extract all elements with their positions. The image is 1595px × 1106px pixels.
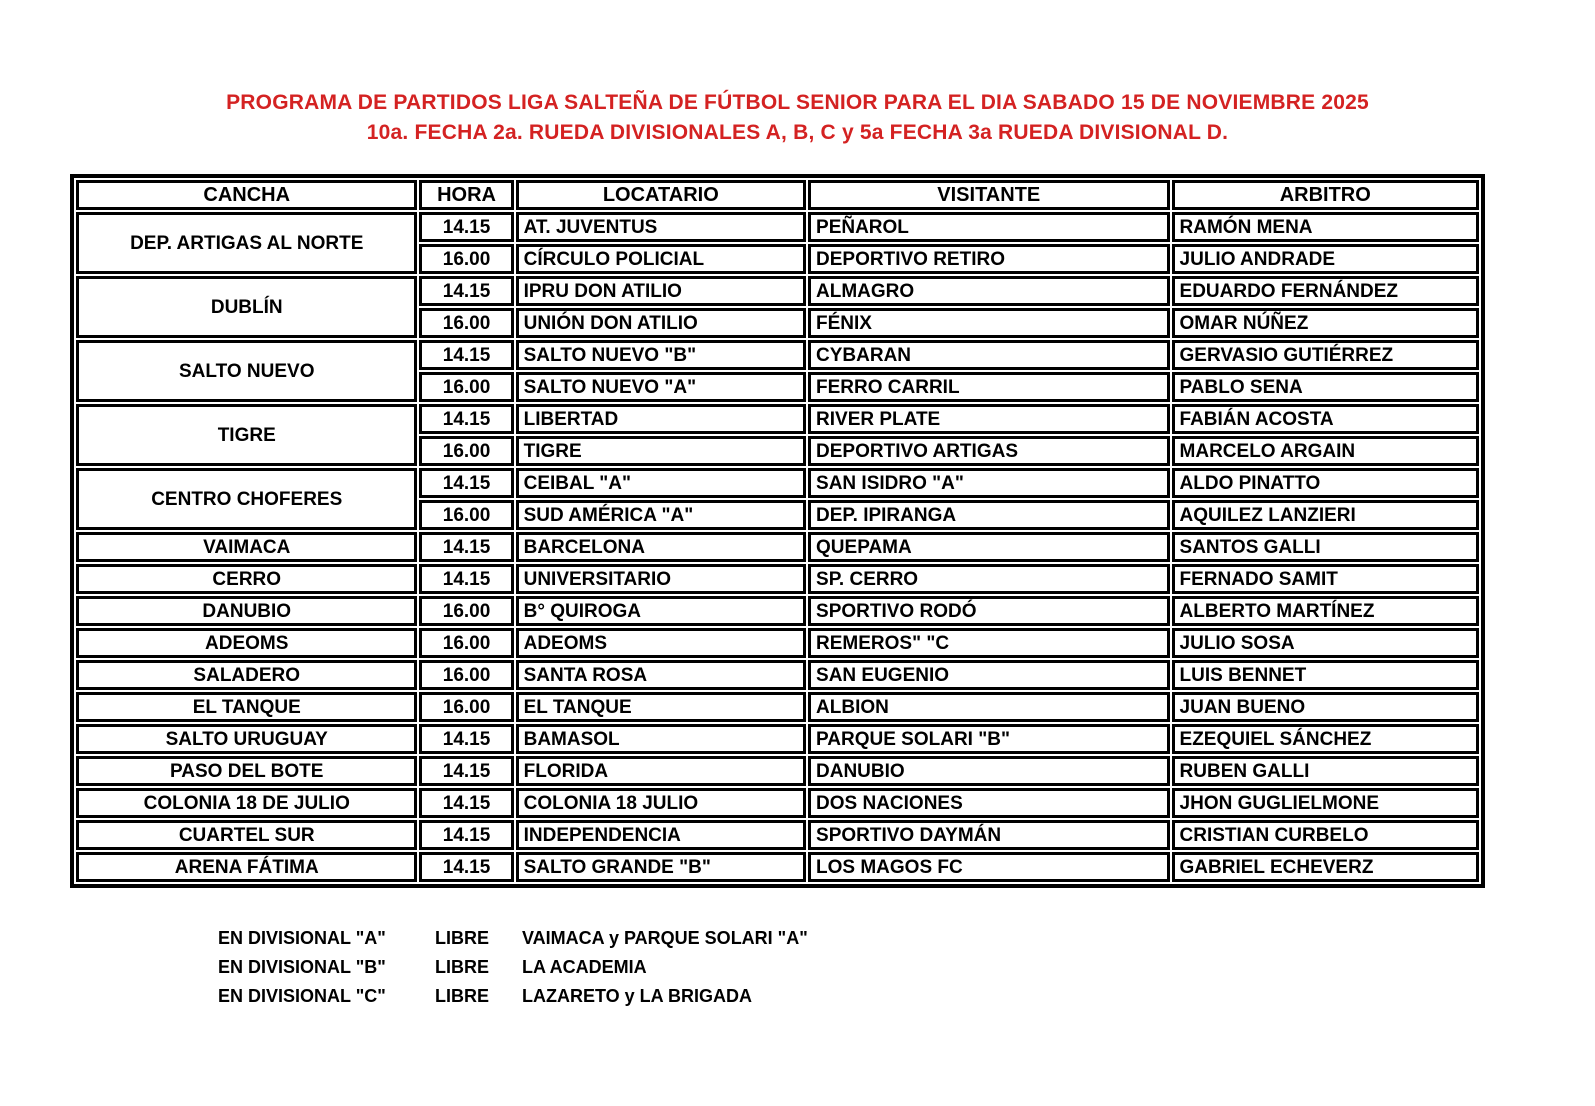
match-row <box>76 340 1479 370</box>
locatario-cell: SALTO NUEVO "B" <box>516 340 806 370</box>
visitante-cell: LOS MAGOS FC <box>808 852 1170 882</box>
note-libre: LIBRE <box>435 928 489 948</box>
cancha-cell: TIGRE <box>76 404 417 466</box>
match-row <box>76 660 1479 690</box>
visitante-cell: SP. CERRO <box>808 564 1170 594</box>
hora-cell: 14.15 <box>419 724 513 754</box>
visitante-cell: SAN ISIDRO "A" <box>808 468 1170 498</box>
header-visitante: VISITANTE <box>808 180 1170 210</box>
arbitro-cell: EZEQUIEL SÁNCHEZ <box>1172 724 1479 754</box>
cancha-cell: COLONIA 18 DE JULIO <box>76 788 417 818</box>
match-row <box>76 468 1479 498</box>
arbitro-cell: ALDO PINATTO <box>1172 468 1479 498</box>
arbitro-cell: OMAR NÚÑEZ <box>1172 308 1479 338</box>
arbitro-cell: SANTOS GALLI <box>1172 532 1479 562</box>
arbitro-cell: AQUILEZ LANZIERI <box>1172 500 1479 530</box>
hora-cell: 14.15 <box>419 276 513 306</box>
visitante-cell: SPORTIVO DAYMÁN <box>808 820 1170 850</box>
libre-note-row <box>218 953 1595 982</box>
visitante-cell: QUEPAMA <box>808 532 1170 562</box>
locatario-cell: TIGRE <box>516 436 806 466</box>
cancha-cell: CENTRO CHOFERES <box>76 468 417 530</box>
note-equipos: LAZARETO y LA BRIGADA <box>522 986 753 1006</box>
title-line-1: PROGRAMA DE PARTIDOS LIGA SALTEÑA DE FÚTBOL SENIOR PARA EL DIA SABADO 15 DE NOVIEMBRE 2025 <box>226 91 1369 114</box>
note-divisional: EN DIVISIONAL "C" <box>218 986 386 1006</box>
arbitro-cell: JUAN BUENO <box>1172 692 1479 722</box>
locatario-cell: IPRU DON ATILIO <box>516 276 806 306</box>
locatario-cell: BAMASOL <box>516 724 806 754</box>
cancha-cell: EL TANQUE <box>76 692 417 722</box>
hora-cell: 16.00 <box>419 692 513 722</box>
hora-cell: 16.00 <box>419 500 513 530</box>
cancha-cell: VAIMACA <box>76 532 417 562</box>
cancha-cell: DANUBIO <box>76 596 417 626</box>
match-row <box>76 212 1479 242</box>
match-row <box>76 596 1479 626</box>
arbitro-cell: EDUARDO FERNÁNDEZ <box>1172 276 1479 306</box>
note-libre: LIBRE <box>435 957 489 977</box>
arbitro-cell: MARCELO ARGAIN <box>1172 436 1479 466</box>
arbitro-cell: CRISTIAN CURBELO <box>1172 820 1479 850</box>
cancha-cell: DUBLÍN <box>76 276 417 338</box>
note-divisional: EN DIVISIONAL "B" <box>218 957 386 977</box>
cancha-cell: SALTO NUEVO <box>76 340 417 402</box>
locatario-cell: UNIVERSITARIO <box>516 564 806 594</box>
hora-cell: 14.15 <box>419 756 513 786</box>
locatario-cell: EL TANQUE <box>516 692 806 722</box>
locatario-cell: SUD AMÉRICA "A" <box>516 500 806 530</box>
visitante-cell: RIVER PLATE <box>808 404 1170 434</box>
locatario-cell: AT. JUVENTUS <box>516 212 806 242</box>
hora-cell: 14.15 <box>419 212 513 242</box>
cancha-cell: CERRO <box>76 564 417 594</box>
visitante-cell: ALMAGRO <box>808 276 1170 306</box>
arbitro-cell: FABIÁN ACOSTA <box>1172 404 1479 434</box>
locatario-cell: LIBERTAD <box>516 404 806 434</box>
locatario-cell: B° QUIROGA <box>516 596 806 626</box>
visitante-cell: PEÑAROL <box>808 212 1170 242</box>
locatario-cell: SANTA ROSA <box>516 660 806 690</box>
arbitro-cell: LUIS BENNET <box>1172 660 1479 690</box>
note-equipos: LA ACADEMIA <box>522 957 647 977</box>
arbitro-cell: GERVASIO GUTIÉRREZ <box>1172 340 1479 370</box>
note-libre: LIBRE <box>435 986 489 1006</box>
visitante-cell: CYBARAN <box>808 340 1170 370</box>
match-row <box>76 852 1479 882</box>
visitante-cell: ALBION <box>808 692 1170 722</box>
hora-cell: 14.15 <box>419 564 513 594</box>
visitante-cell: FÉNIX <box>808 308 1170 338</box>
hora-cell: 14.15 <box>419 468 513 498</box>
match-row <box>76 404 1479 434</box>
visitante-cell: SAN EUGENIO <box>808 660 1170 690</box>
hora-cell: 16.00 <box>419 372 513 402</box>
visitante-cell: REMEROS" "C <box>808 628 1170 658</box>
match-row <box>76 788 1479 818</box>
arbitro-cell: JULIO SOSA <box>1172 628 1479 658</box>
arbitro-cell: RAMÓN MENA <box>1172 212 1479 242</box>
locatario-cell: BARCELONA <box>516 532 806 562</box>
hora-cell: 16.00 <box>419 628 513 658</box>
libre-notes <box>218 924 1595 1011</box>
locatario-cell: CÍRCULO POLICIAL <box>516 244 806 274</box>
visitante-cell: PARQUE SOLARI "B" <box>808 724 1170 754</box>
match-row <box>76 564 1479 594</box>
cancha-cell: SALTO URUGUAY <box>76 724 417 754</box>
document-title <box>0 0 1595 148</box>
hora-cell: 14.15 <box>419 404 513 434</box>
header-cancha: CANCHA <box>76 180 417 210</box>
match-row <box>76 628 1479 658</box>
match-row <box>76 692 1479 722</box>
header-arbitro: ARBITRO <box>1172 180 1479 210</box>
cancha-cell: SALADERO <box>76 660 417 690</box>
visitante-cell: DANUBIO <box>808 756 1170 786</box>
match-schedule-table <box>70 174 1485 888</box>
arbitro-cell: FERNADO SAMIT <box>1172 564 1479 594</box>
hora-cell: 16.00 <box>419 244 513 274</box>
locatario-cell: SALTO NUEVO "A" <box>516 372 806 402</box>
libre-note-row <box>218 982 1595 1011</box>
cancha-cell: ADEOMS <box>76 628 417 658</box>
hora-cell: 14.15 <box>419 340 513 370</box>
locatario-cell: SALTO GRANDE "B" <box>516 852 806 882</box>
locatario-cell: COLONIA 18 JULIO <box>516 788 806 818</box>
cancha-cell: CUARTEL SUR <box>76 820 417 850</box>
locatario-cell: CEIBAL "A" <box>516 468 806 498</box>
match-row <box>76 276 1479 306</box>
title-line-2: 10a. FECHA 2a. RUEDA DIVISIONALES A, B, C y 5a FECHA 3a RUEDA DIVISIONAL D. <box>366 121 1229 144</box>
header-hora: HORA <box>419 180 513 210</box>
match-row <box>76 820 1479 850</box>
locatario-cell: ADEOMS <box>516 628 806 658</box>
hora-cell: 14.15 <box>419 820 513 850</box>
visitante-cell: SPORTIVO RODÓ <box>808 596 1170 626</box>
hora-cell: 16.00 <box>419 308 513 338</box>
visitante-cell: DOS NACIONES <box>808 788 1170 818</box>
match-row <box>76 532 1479 562</box>
schedule-body <box>76 212 1479 882</box>
locatario-cell: UNIÓN DON ATILIO <box>516 308 806 338</box>
match-row <box>76 756 1479 786</box>
locatario-cell: INDEPENDENCIA <box>516 820 806 850</box>
hora-cell: 16.00 <box>419 436 513 466</box>
libre-note-row <box>218 924 1595 953</box>
hora-cell: 14.15 <box>419 532 513 562</box>
note-equipos: VAIMACA y PARQUE SOLARI "A" <box>522 928 808 948</box>
arbitro-cell: ALBERTO MARTÍNEZ <box>1172 596 1479 626</box>
visitante-cell: DEP. IPIRANGA <box>808 500 1170 530</box>
arbitro-cell: RUBEN GALLI <box>1172 756 1479 786</box>
hora-cell: 16.00 <box>419 660 513 690</box>
header-row <box>76 180 1479 210</box>
visitante-cell: DEPORTIVO ARTIGAS <box>808 436 1170 466</box>
hora-cell: 14.15 <box>419 788 513 818</box>
cancha-cell: PASO DEL BOTE <box>76 756 417 786</box>
visitante-cell: DEPORTIVO RETIRO <box>808 244 1170 274</box>
visitante-cell: FERRO CARRIL <box>808 372 1170 402</box>
hora-cell: 16.00 <box>419 596 513 626</box>
hora-cell: 14.15 <box>419 852 513 882</box>
match-row <box>76 724 1479 754</box>
arbitro-cell: JHON GUGLIELMONE <box>1172 788 1479 818</box>
cancha-cell: ARENA FÁTIMA <box>76 852 417 882</box>
note-divisional: EN DIVISIONAL "A" <box>218 928 386 948</box>
arbitro-cell: PABLO SENA <box>1172 372 1479 402</box>
header-locatario: LOCATARIO <box>516 180 806 210</box>
arbitro-cell: GABRIEL ECHEVERZ <box>1172 852 1479 882</box>
locatario-cell: FLORIDA <box>516 756 806 786</box>
cancha-cell: DEP. ARTIGAS AL NORTE <box>76 212 417 274</box>
arbitro-cell: JULIO ANDRADE <box>1172 244 1479 274</box>
